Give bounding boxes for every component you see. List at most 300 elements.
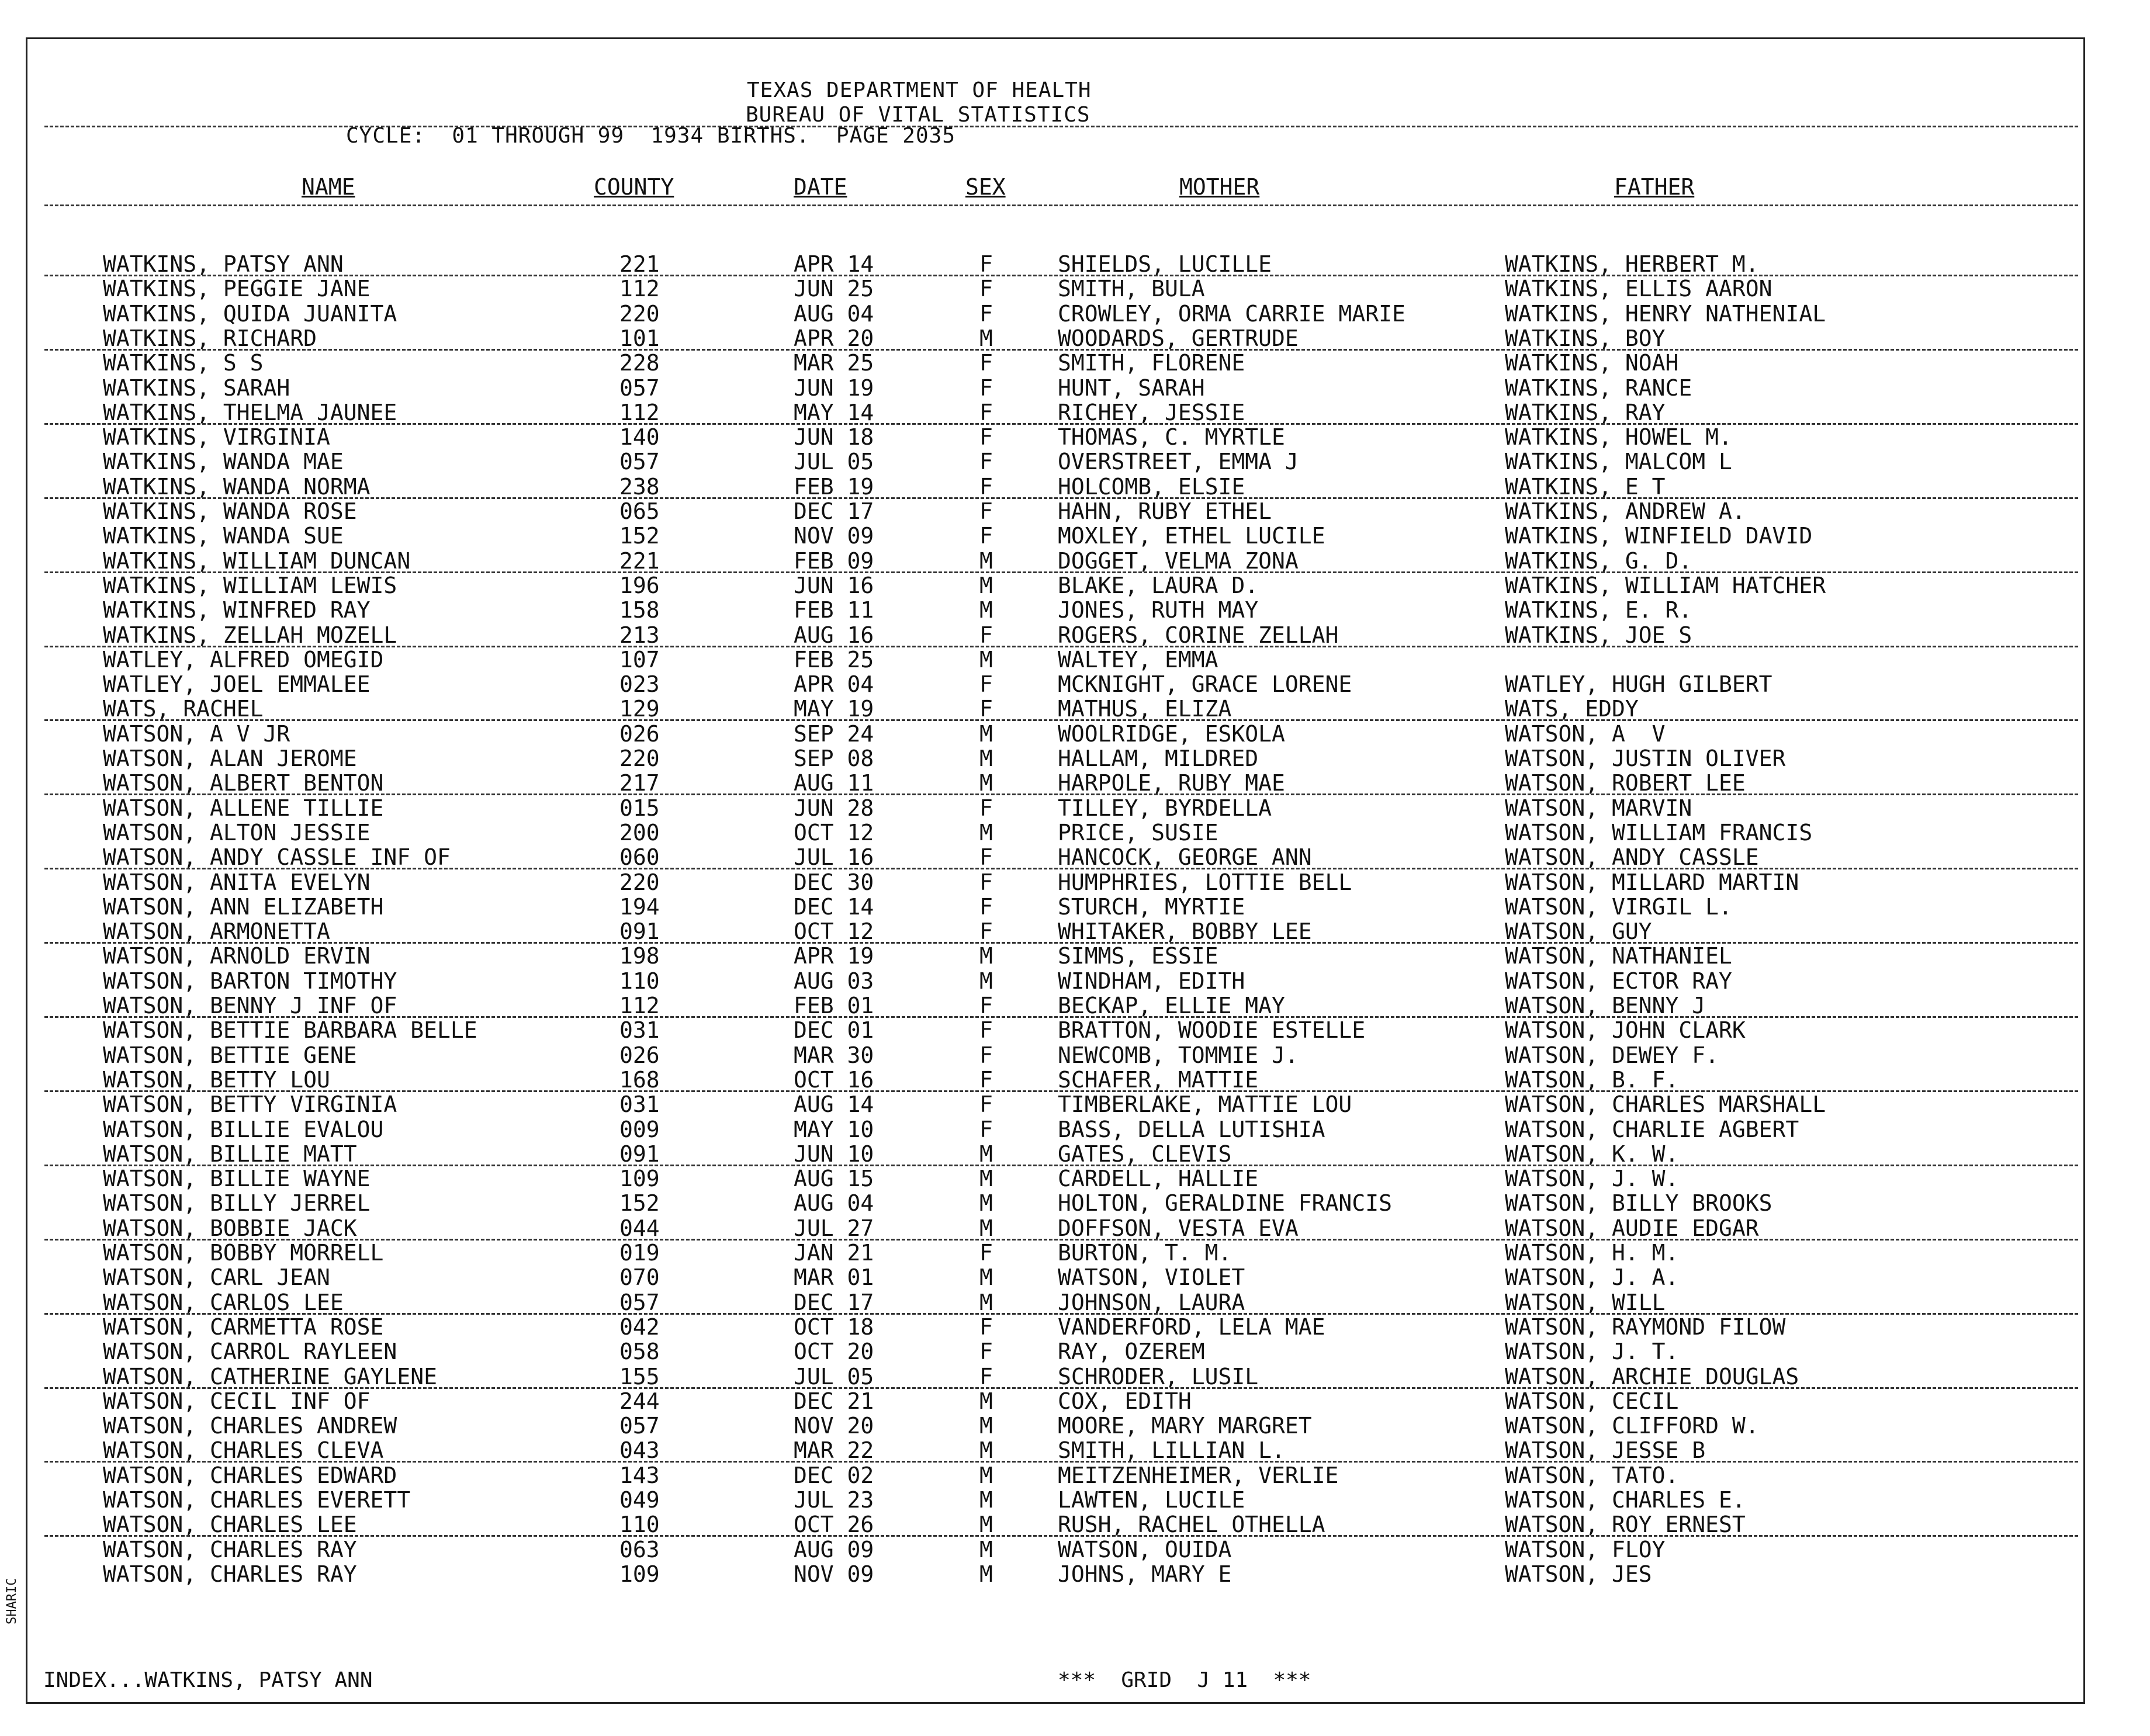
table-row (0, 1537, 2150, 1561)
cell-father: WATSON, GUY (1505, 919, 1652, 945)
cell-date: JUN 19 (794, 375, 874, 401)
cell-date: JUN 28 (794, 795, 874, 821)
table-row (0, 647, 2150, 671)
table-row (0, 498, 2150, 523)
cell-date: FEB 11 (794, 597, 874, 623)
cell-father: WATSON, AUDIE EDGAR (1505, 1215, 1759, 1241)
table-row (0, 474, 2150, 498)
col-header-county: COUNTY (594, 174, 674, 200)
cell-date: OCT 16 (794, 1066, 874, 1093)
cell-county: 042 (619, 1314, 660, 1340)
cell-county: 238 (619, 473, 660, 500)
cell-name: WATSON, BETTY VIRGINIA (103, 1092, 397, 1118)
row-divider (44, 1239, 2078, 1241)
cell-mother: SCHRODER, LUSIL (1058, 1363, 1259, 1390)
cell-mother: BURTON, T. M. (1058, 1240, 1232, 1266)
cell-date: DEC 17 (794, 498, 874, 524)
cell-county: 107 (619, 646, 660, 673)
cell-date: FEB 09 (794, 548, 874, 574)
cell-mother: TIMBERLAKE, MATTIE LOU (1058, 1092, 1352, 1118)
cell-father: WATSON, ARCHIE DOUGLAS (1505, 1363, 1799, 1390)
cell-father: WATSON, NATHANIEL (1505, 943, 1732, 969)
cell-name: WATKINS, WILLIAM DUNCAN (103, 548, 411, 574)
row-divider (44, 1016, 2078, 1018)
table-row (0, 869, 2150, 894)
cell-county: 057 (619, 449, 660, 475)
cell-name: WATSON, BILLIE MATT (103, 1141, 357, 1167)
cell-date: FEB 01 (794, 993, 874, 1018)
cell-date: JUL 05 (794, 449, 874, 475)
cell-name: WATSON, CARLOS LEE (103, 1289, 344, 1315)
col-header-mother: MOTHER (1179, 174, 1260, 200)
table-row (0, 1561, 2150, 1586)
table-row (0, 1092, 2150, 1116)
cell-date: FEB 19 (794, 473, 874, 500)
cell-mother: WHITAKER, BOBBY LEE (1058, 919, 1312, 945)
col-header-father: FATHER (1614, 174, 1695, 200)
cell-father: WATSON, ECTOR RAY (1505, 968, 1732, 994)
cell-name: WATSON, ARMONETTA (103, 919, 330, 945)
cell-sex: F (979, 1116, 993, 1142)
cell-date: MAY 14 (794, 399, 874, 425)
cell-county: 220 (619, 746, 660, 771)
cell-county: 109 (619, 1561, 660, 1587)
cell-father: WATSON, CLIFFORD W. (1505, 1413, 1759, 1439)
cell-county: 109 (619, 1166, 660, 1192)
table-row (0, 597, 2150, 622)
cell-sex: M (979, 1388, 993, 1414)
row-divider (44, 793, 2078, 795)
cell-name: WATKINS, PEGGIE JANE (103, 276, 371, 302)
cell-name: WATSON, BETTIE BARBARA BELLE (103, 1017, 477, 1044)
cell-father: WATKINS, RANCE (1505, 375, 1692, 401)
cell-name: WATKINS, WANDA SUE (103, 523, 344, 549)
cell-sex: F (979, 919, 993, 945)
cell-father: WATSON, JESSE B (1505, 1437, 1706, 1464)
cell-name: WATSON, CHARLES LEE (103, 1512, 357, 1538)
cell-county: 221 (619, 548, 660, 574)
cell-name: WATSON, CARL JEAN (103, 1264, 330, 1291)
table-row (0, 449, 2150, 473)
cell-mother: JOHNS, MARY E (1058, 1561, 1232, 1587)
cell-mother: JOHNSON, LAURA (1058, 1289, 1245, 1315)
cell-sex: M (979, 597, 993, 623)
cell-name: WATSON, BILLY JERREL (103, 1190, 371, 1217)
side-label: SHARIC (5, 1578, 19, 1624)
cell-mother: PRICE, SUSIE (1058, 819, 1218, 846)
cell-father: WATKINS, HENRY NATHENIAL (1505, 300, 1826, 327)
cell-date: AUG 14 (794, 1092, 874, 1118)
cell-name: WATKINS, WANDA NORMA (103, 473, 371, 500)
cell-county: 031 (619, 1092, 660, 1118)
cell-mother: CARDELL, HALLIE (1058, 1166, 1259, 1192)
cell-father: WATSON, J. T. (1505, 1339, 1679, 1365)
table-row (0, 1042, 2150, 1067)
cell-mother: WALTEY, EMMA (1058, 646, 1218, 673)
cell-sex: M (979, 720, 993, 747)
cell-mother: SMITH, LILLIAN L. (1058, 1437, 1285, 1464)
cell-date: SEP 24 (794, 720, 874, 747)
cell-county: 026 (619, 720, 660, 747)
cell-county: 200 (619, 819, 660, 846)
cell-father: WATSON, FLOY (1505, 1536, 1666, 1562)
cell-father: WATSON, CHARLES E. (1505, 1487, 1746, 1513)
row-divider (44, 942, 2078, 944)
cell-mother: COX, EDITH (1058, 1388, 1192, 1414)
cell-date: NOV 20 (794, 1413, 874, 1439)
cell-sex: F (979, 696, 993, 722)
table-row (0, 1314, 2150, 1339)
cell-sex: F (979, 1339, 993, 1365)
cell-mother: WATSON, OUIDA (1058, 1536, 1232, 1562)
cell-name: WATSON, CECIL INF OF (103, 1388, 371, 1414)
cell-mother: THOMAS, C. MYRTLE (1058, 424, 1285, 451)
cell-mother: WOOLRIDGE, ESKOLA (1058, 720, 1285, 747)
cell-father: WATSON, BILLY BROOKS (1505, 1190, 1772, 1217)
cell-mother: WINDHAM, EDITH (1058, 968, 1245, 994)
cell-mother: MATHUS, ELIZA (1058, 696, 1232, 722)
table-row (0, 1463, 2150, 1487)
cell-father: WATKINS, HOWEL M. (1505, 424, 1732, 451)
cell-date: SEP 08 (794, 746, 874, 771)
cell-sex: F (979, 473, 993, 500)
cell-name: WATSON, ANITA EVELYN (103, 869, 371, 895)
cell-county: 152 (619, 1190, 660, 1217)
column-divider (44, 205, 2078, 206)
cell-sex: M (979, 746, 993, 771)
cell-name: WATSON, ALTON JESSIE (103, 819, 371, 846)
cell-county: 221 (619, 251, 660, 277)
cell-county: 194 (619, 893, 660, 920)
cell-date: APR 04 (794, 671, 874, 698)
cell-name: WATKINS, RICHARD (103, 325, 317, 351)
cell-name: WATKINS, ZELLAH MOZELL (103, 622, 397, 648)
cell-mother: CROWLEY, ORMA CARRIE MARIE (1058, 300, 1405, 327)
cell-father: WATSON, MARVIN (1505, 795, 1692, 821)
cell-sex: F (979, 350, 993, 376)
cell-date: FEB 25 (794, 646, 874, 673)
cell-father: WATKINS, HERBERT M. (1505, 251, 1759, 277)
cell-date: AUG 15 (794, 1166, 874, 1192)
table-row (0, 1290, 2150, 1314)
cell-county: 101 (619, 325, 660, 351)
table-row (0, 894, 2150, 919)
cell-father: WATSON, CHARLIE AGBERT (1505, 1116, 1799, 1142)
table-row (0, 1117, 2150, 1141)
col-header-sex: SEX (965, 174, 1006, 200)
cell-county: 043 (619, 1437, 660, 1464)
cell-father: WATSON, CECIL (1505, 1388, 1679, 1414)
cell-sex: M (979, 1215, 993, 1241)
cell-name: WATSON, BILLIE WAYNE (103, 1166, 371, 1192)
table-row (0, 1141, 2150, 1166)
row-divider (44, 275, 2078, 276)
cell-county: 112 (619, 993, 660, 1018)
cell-county: 057 (619, 375, 660, 401)
table-row (0, 1437, 2150, 1462)
cell-father: WATSON, RAYMOND FILOW (1505, 1314, 1786, 1340)
table-row (0, 350, 2150, 375)
cell-county: 196 (619, 572, 660, 598)
table-row (0, 671, 2150, 696)
row-divider (44, 1461, 2078, 1463)
cell-date: MAR 01 (794, 1264, 874, 1291)
cell-sex: M (979, 548, 993, 574)
cell-mother: MOORE, MARY MARGRET (1058, 1413, 1312, 1439)
cell-name: WATLEY, JOEL EMMALEE (103, 671, 371, 698)
row-divider (44, 497, 2078, 499)
cell-name: WATSON, ANDY CASSLE INF OF (103, 844, 451, 871)
cell-sex: F (979, 1066, 993, 1093)
cell-name: WATSON, CHARLES EDWARD (103, 1462, 397, 1488)
cell-mother: WOODARDS, GERTRUDE (1058, 325, 1299, 351)
cell-name: WATS, RACHEL (103, 696, 264, 722)
row-divider (44, 868, 2078, 869)
table-row (0, 1388, 2150, 1413)
cell-father: WATSON, ANDY CASSLE (1505, 844, 1759, 871)
col-header-name: NAME (302, 174, 355, 200)
cell-name: WATKINS, QUIDA JUANITA (103, 300, 397, 327)
cell-mother: HARPOLE, RUBY MAE (1058, 770, 1285, 796)
cell-father: WATSON, WILL (1505, 1289, 1666, 1315)
cell-mother: HOLCOMB, ELSIE (1058, 473, 1245, 500)
cell-date: AUG 09 (794, 1536, 874, 1562)
cell-father: WATSON, DEWEY F. (1505, 1042, 1719, 1068)
cell-mother: RAY, OZEREM (1058, 1339, 1205, 1365)
cell-sex: M (979, 1264, 993, 1291)
table-row (0, 1215, 2150, 1240)
cell-father: WATKINS, WINFIELD DAVID (1505, 523, 1813, 549)
row-divider (44, 571, 2078, 573)
cell-name: WATSON, CHARLES CLEVA (103, 1437, 384, 1464)
cell-sex: F (979, 375, 993, 401)
cell-date: MAR 30 (794, 1042, 874, 1068)
cell-county: 060 (619, 844, 660, 871)
cell-date: DEC 02 (794, 1462, 874, 1488)
cell-name: WATKINS, WANDA MAE (103, 449, 344, 475)
table-row (0, 1067, 2150, 1092)
cell-father: WATKINS, E T (1505, 473, 1666, 500)
cell-mother: HUMPHRIES, LOTTIE BELL (1058, 869, 1352, 895)
cell-county: 158 (619, 597, 660, 623)
table-row (0, 548, 2150, 573)
cell-father: WATSON, J. W. (1505, 1166, 1679, 1192)
cell-name: WATSON, CHARLES RAY (103, 1536, 357, 1562)
cell-father: WATKINS, RAY (1505, 399, 1666, 425)
table-row (0, 325, 2150, 350)
cell-county: 023 (619, 671, 660, 698)
cell-father: WATKINS, WILLIAM HATCHER (1505, 572, 1826, 598)
table-row (0, 746, 2150, 770)
cell-sex: F (979, 399, 993, 425)
cell-father: WATSON, B. F. (1505, 1066, 1679, 1093)
cell-county: 198 (619, 943, 660, 969)
cell-mother: MOXLEY, ETHEL LUCILE (1058, 523, 1325, 549)
cell-county: 091 (619, 1141, 660, 1167)
cell-date: DEC 17 (794, 1289, 874, 1315)
table-row (0, 276, 2150, 300)
cell-father: WATSON, A V (1505, 720, 1666, 747)
col-header-date: DATE (794, 174, 847, 200)
cell-name: WATSON, BETTY LOU (103, 1066, 330, 1093)
cell-mother: LAWTEN, LUCILE (1058, 1487, 1245, 1513)
cell-sex: F (979, 869, 993, 895)
cell-name: WATSON, ALLENE TILLIE (103, 795, 384, 821)
table-row (0, 770, 2150, 795)
cell-mother: SMITH, BULA (1058, 276, 1205, 302)
row-divider (44, 1313, 2078, 1315)
cell-date: JUL 16 (794, 844, 874, 871)
cell-date: MAY 19 (794, 696, 874, 722)
cell-date: MAR 22 (794, 1437, 874, 1464)
table-row (0, 721, 2150, 746)
cell-mother: DOGGET, VELMA ZONA (1058, 548, 1299, 574)
cell-mother: SIMMS, ESSIE (1058, 943, 1218, 969)
cell-mother: GATES, CLEVIS (1058, 1141, 1232, 1167)
cell-father: WATLEY, HUGH GILBERT (1505, 671, 1772, 698)
cell-name: WATSON, BARTON TIMOTHY (103, 968, 397, 994)
cell-mother: HOLTON, GERALDINE FRANCIS (1058, 1190, 1392, 1217)
cell-name: WATKINS, SARAH (103, 375, 290, 401)
cell-date: NOV 09 (794, 523, 874, 549)
cell-name: WATSON, BENNY J INF OF (103, 993, 397, 1018)
cell-name: WATKINS, S S (103, 350, 264, 376)
cell-date: JUN 10 (794, 1141, 874, 1167)
cell-county: 110 (619, 1512, 660, 1538)
cell-father: WATKINS, E. R. (1505, 597, 1692, 623)
cell-father: WATKINS, NOAH (1505, 350, 1679, 376)
cell-sex: M (979, 1141, 993, 1167)
cell-name: WATSON, CARROL RAYLEEN (103, 1339, 397, 1365)
cell-mother: BECKAP, ELLIE MAY (1058, 993, 1285, 1018)
cell-mother: HUNT, SARAH (1058, 375, 1205, 401)
cell-sex: M (979, 1166, 993, 1192)
table-row (0, 1166, 2150, 1190)
cell-mother: BASS, DELLA LUTISHIA (1058, 1116, 1325, 1142)
cell-sex: F (979, 1363, 993, 1390)
cell-sex: M (979, 1512, 993, 1538)
cell-sex: F (979, 1240, 993, 1266)
cell-father: WATKINS, ELLIS AARON (1505, 276, 1772, 302)
cell-mother: SMITH, FLORENE (1058, 350, 1245, 376)
row-divider (44, 1535, 2078, 1537)
cell-date: OCT 12 (794, 819, 874, 846)
cell-county: 168 (619, 1066, 660, 1093)
table-row (0, 622, 2150, 647)
cell-county: 152 (619, 523, 660, 549)
cell-county: 091 (619, 919, 660, 945)
cell-mother: ROGERS, CORINE ZELLAH (1058, 622, 1339, 648)
row-divider (44, 1387, 2078, 1389)
table-row (0, 968, 2150, 993)
cell-county: 220 (619, 869, 660, 895)
header-agency: TEXAS DEPARTMENT OF HEALTH (747, 78, 1092, 102)
cell-mother: OVERSTREET, EMMA J (1058, 449, 1299, 475)
cell-mother: NEWCOMB, TOMMIE J. (1058, 1042, 1299, 1068)
cell-name: WATKINS, THELMA JAUNEE (103, 399, 397, 425)
cell-date: APR 20 (794, 325, 874, 351)
table-row (0, 1264, 2150, 1289)
cell-name: WATSON, BILLIE EVALOU (103, 1116, 384, 1142)
cell-mother: MEITZENHEIMER, VERLIE (1058, 1462, 1339, 1488)
cell-date: JUN 25 (794, 276, 874, 302)
cell-county: 063 (619, 1536, 660, 1562)
cell-sex: M (979, 1190, 993, 1217)
cell-mother: HAHN, RUBY ETHEL (1058, 498, 1272, 524)
cell-sex: F (979, 449, 993, 475)
cell-sex: F (979, 622, 993, 648)
cell-mother: VANDERFORD, LELA MAE (1058, 1314, 1325, 1340)
cell-name: WATSON, BOBBIE JACK (103, 1215, 357, 1241)
table-row (0, 424, 2150, 449)
cell-mother: BLAKE, LAURA D. (1058, 572, 1259, 598)
cell-county: 057 (619, 1289, 660, 1315)
cell-county: 026 (619, 1042, 660, 1068)
table-row (0, 919, 2150, 943)
cell-county: 057 (619, 1413, 660, 1439)
cell-mother: BRATTON, WOODIE ESTELLE (1058, 1017, 1366, 1044)
cell-county: 140 (619, 424, 660, 451)
cell-county: 110 (619, 968, 660, 994)
cell-mother: STURCH, MYRTIE (1058, 893, 1245, 920)
cell-father: WATS, EDDY (1505, 696, 1639, 722)
cell-county: 129 (619, 696, 660, 722)
cell-mother: TILLEY, BYRDELLA (1058, 795, 1272, 821)
cell-mother: MCKNIGHT, GRACE LORENE (1058, 671, 1352, 698)
table-row (0, 1487, 2150, 1512)
row-divider (44, 1090, 2078, 1092)
cell-sex: M (979, 1487, 993, 1513)
cell-name: WATKINS, WANDA ROSE (103, 498, 357, 524)
cell-sex: F (979, 424, 993, 451)
cell-date: AUG 04 (794, 300, 874, 327)
cell-name: WATSON, ANN ELIZABETH (103, 893, 384, 920)
cell-date: OCT 12 (794, 919, 874, 945)
cell-father: WATSON, J. A. (1505, 1264, 1679, 1291)
cell-county: 213 (619, 622, 660, 648)
cell-county: 015 (619, 795, 660, 821)
cell-date: APR 19 (794, 943, 874, 969)
cell-father: WATKINS, JOE S (1505, 622, 1692, 648)
cell-father: WATSON, MILLARD MARTIN (1505, 869, 1799, 895)
cell-father: WATSON, ROBERT LEE (1505, 770, 1746, 796)
cell-county: 058 (619, 1339, 660, 1365)
cell-sex: F (979, 523, 993, 549)
table-row (0, 400, 2150, 424)
cell-county: 112 (619, 276, 660, 302)
cell-name: WATKINS, PATSY ANN (103, 251, 344, 277)
cell-sex: M (979, 1289, 993, 1315)
table-row (0, 1017, 2150, 1042)
cell-name: WATSON, ALBERT BENTON (103, 770, 384, 796)
cell-date: NOV 09 (794, 1561, 874, 1587)
cell-father: WATKINS, MALCOM L (1505, 449, 1732, 475)
cell-mother: RICHEY, JESSIE (1058, 399, 1245, 425)
cell-date: DEC 01 (794, 1017, 874, 1044)
cell-mother: JONES, RUTH MAY (1058, 597, 1259, 623)
cell-father: WATSON, JOHN CLARK (1505, 1017, 1746, 1044)
cell-sex: F (979, 276, 993, 302)
cell-date: JUN 16 (794, 572, 874, 598)
cell-name: WATLEY, ALFRED OMEGID (103, 646, 384, 673)
cell-county: 044 (619, 1215, 660, 1241)
cell-date: OCT 20 (794, 1339, 874, 1365)
cell-date: AUG 03 (794, 968, 874, 994)
cell-county: 217 (619, 770, 660, 796)
table-row (0, 573, 2150, 597)
cell-sex: F (979, 251, 993, 277)
cell-father: WATKINS, ANDREW A. (1505, 498, 1746, 524)
